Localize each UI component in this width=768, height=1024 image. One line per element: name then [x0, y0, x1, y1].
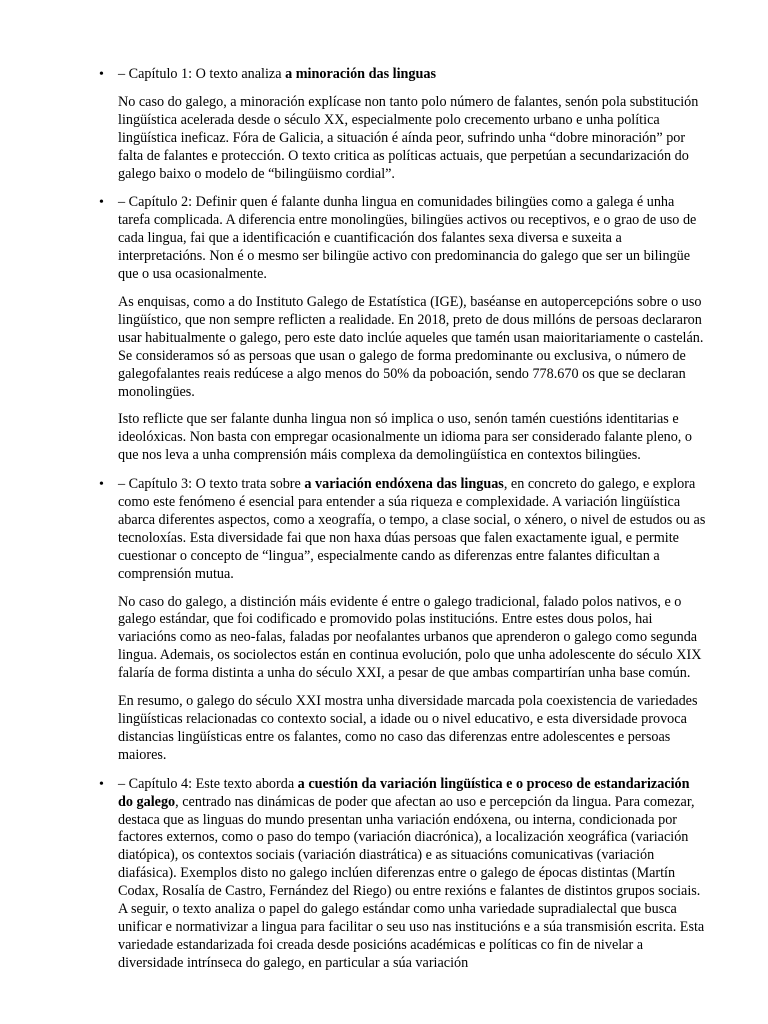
list-item [0, 776, 768, 973]
list-item [0, 194, 768, 465]
text-run: – Capítulo 3: O texto trata sobre [118, 476, 305, 493]
chapter-heading-paragraph [118, 776, 708, 973]
text-run: – Capítulo 2: Definir quen é falante dunha lingua en comunidades bilingües como a galega é unha tarefa complicada. A diferencia entre monolingües, bilingües activos ou receptivos, e o grao de uso de cada lingua, fai que a identificación e cuantificación dos falantes sexa diversa e suxeita a interpretacións. Non é o mesmo ser bilingüe activo con predominancia do galego que ser un bilingüe que o usa ocasionalmente. [118, 194, 697, 283]
text-run: As enquisas, como a do Instituto Galego de Estatística (IGE), baséanse en autopercepcións sobre o uso lingüístico, que non sempre reflicten a realidade. En 2018, preto de dous millóns de persoas declararon usar habitualmente o galego, pero este dato inclúe aqueles que tamén usan maioritariamente o castelán. Se consideramos só as persoas que usan o galego de forma predominante ou exclusiva, o número de galegofalantes reais redúcese a algo menos do 50% da poboación, sendo 778.670 os que se declaran monolingües. [118, 293, 704, 400]
document-body [0, 66, 768, 984]
bold-text: a variación endóxena das linguas [304, 476, 504, 493]
bullet-icon: • [99, 195, 104, 211]
bullet-icon: • [99, 67, 104, 82]
text-run: En resumo, o galego do século XXI mostra unha diversidade marcada pola coexistencia de variedades lingüísticas relacionadas co contexto social, a idade ou o nivel educativo, e esta diversidade provoca distancias lingüísticas entre os falantes, como no caso das diferenzas entre adolescentes e persoas maiores. [118, 693, 698, 763]
text-run: , en concreto do galego, e explora como este fenómeno é esencial para entender a súa riqueza e complexidade. A variación lingüística abarca diferentes aspectos, como a xeografía, o tempo, a clase social, o xénero, o nivel de estudos ou as tecnoloxías. Esta diversidade fai que non haxa dúas persoas que falen exactamente igual, e permite cuestionar o concepto de “lingua”, especialmente cando as diferenzas entre falantes dificultan a comprensión mutua. [118, 476, 706, 582]
text-run: – Capítulo 1: O texto analiza [118, 66, 286, 82]
paragraph [118, 411, 708, 465]
paragraph [118, 94, 708, 184]
text-run: Isto reflicte que ser falante dunha lingua non só implica o uso, senón tamén cuestións identitarias e ideolóxicas. Non basta con empregar ocasionalmente un idioma para ser considerado falante pleno, o que nos leva a unha comprensión máis complexa da demolingüística en contextos bilingües. [118, 411, 692, 464]
chapter-heading-paragraph [118, 194, 708, 284]
text-run: , centrado nas dinámicas de poder que afectan ao uso e percepción da lingua. Para comezar, destaca que as linguas do mundo presentan unha variación endóxena, ou interna, condicionada por factores externos, como o paso do tempo (variación diacrónica), a localización xeográfica (variación diatópica), os contextos sociais (variación diastrática) e as situacións comunicativas (variación diafásica). Exemplos disto no galego inclúen diferenzas entre o galego de épocas distintas (Martín Codax, Rosalía de Castro, Fernández del Riego) ou entre rexións e falantes de distintos grupos sociais. A seguir, o texto analiza o papel do galego estándar como unha variedade supradialectal que busca unificar e normativizar a lingua para facilitar o seu uso nas institucións e a súa transmisión escrita. Esta variedade estandarizada foi creada desde posicións académicas e políticas co fin de nivelar a diversidade intrínseca do galego, en particular a súa variación [118, 793, 705, 971]
bullet-icon: • [99, 477, 104, 493]
list-item [0, 66, 768, 183]
text-run: – Capítulo 4: Este texto aborda [118, 775, 298, 792]
text-run: No caso do galego, a minoración explícase non tanto polo número de falantes, senón pola substitución lingüística acelerada desde o século XX, especialmente polo crecemento urbano e unha política lingüística ineficaz. Fóra de Galicia, a situación é aínda peor, sufrindo unha “dobre minoración” por falta de falantes e protección. O texto critica as políticas actuais, que perpetúan a secundarización do galego baixo o modelo de “bilingüismo cordial”. [118, 93, 699, 182]
bullet-icon: • [99, 776, 104, 792]
paragraph [118, 294, 708, 401]
text-run: No caso do galego, a distinción máis evidente é entre o galego tradicional, falado polos nativos, e o galego estándar, que foi codificado e promovido polas institucións. Entre estes dous polos, hai variacións como as neo-falas, faladas por neofalantes urbanos que aprenderon o galego como segunda lingua. Ademais, os sociolectos están en continua evolución, polo que unha adolescente do século XIX falaría de forma distinta a unha do século XXI, a pesar de que ambas compartirían unha base común. [118, 593, 702, 682]
chapter-heading-paragraph [118, 66, 708, 84]
bold-text: a cuestión da variación lingüística e o proceso de estandarización do galego [118, 775, 690, 810]
paragraph [118, 594, 708, 684]
bold-text: a minoración das linguas [285, 66, 437, 82]
paragraph [118, 693, 708, 765]
list-item [0, 476, 768, 765]
chapter-heading-paragraph [118, 476, 708, 583]
